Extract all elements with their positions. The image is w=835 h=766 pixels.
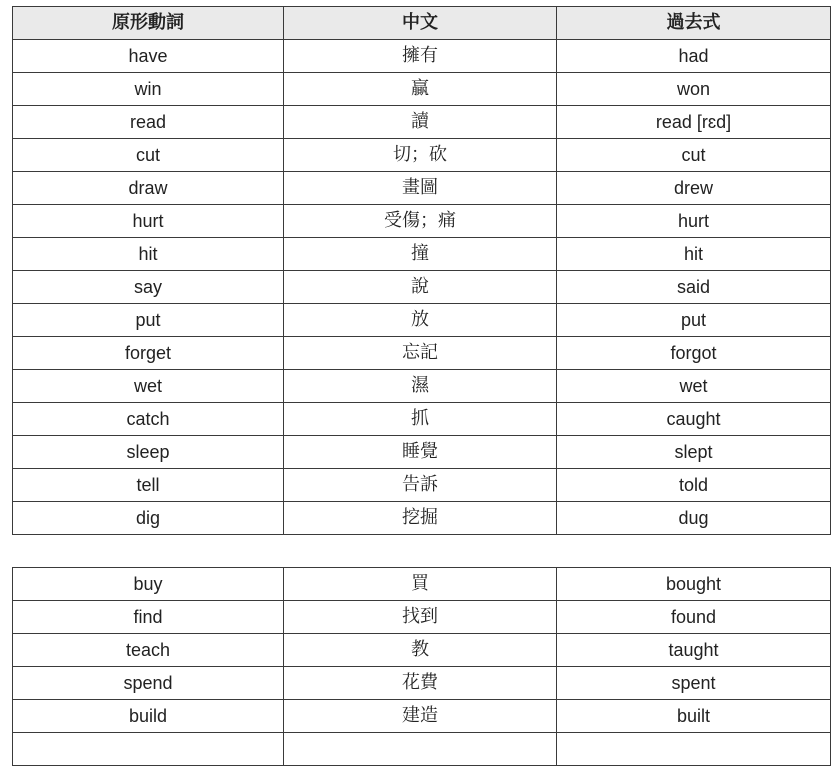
table-row (13, 634, 831, 667)
chinese-cell: 讀 (284, 106, 557, 139)
chinese-cell: 受傷；痛 (284, 205, 557, 238)
base-verb-cell: build (13, 700, 284, 733)
base-verb-cell: read (13, 106, 284, 139)
table-row (13, 403, 831, 436)
chinese-cell: 睡覺 (284, 436, 557, 469)
base-verb-cell: tell (13, 469, 284, 502)
table-row (13, 40, 831, 73)
chinese-cell: 建造 (284, 700, 557, 733)
header-row (13, 7, 831, 40)
past-tense-cell: won (557, 73, 831, 106)
past-tense-cell: said (557, 271, 831, 304)
chinese-cell: 告訴 (284, 469, 557, 502)
base-verb-cell: dig (13, 502, 284, 535)
past-tense-cell: dug (557, 502, 831, 535)
past-tense-cell: wet (557, 370, 831, 403)
verb-table-continued (12, 567, 831, 766)
past-tense-cell: read [rɛd] (557, 106, 831, 139)
header-past-tense: 過去式 (557, 7, 831, 40)
table-row (13, 73, 831, 106)
chinese-cell: 買 (284, 568, 557, 601)
chinese-cell: 忘記 (284, 337, 557, 370)
table-row (13, 667, 831, 700)
base-verb-cell: win (13, 73, 284, 106)
table-row (13, 370, 831, 403)
base-verb-cell: forget (13, 337, 284, 370)
chinese-cell: 撞 (284, 238, 557, 271)
header-base-verb: 原形動詞 (13, 7, 284, 40)
table-row (13, 139, 831, 172)
table-row (13, 304, 831, 337)
base-verb-cell: wet (13, 370, 284, 403)
past-tense-cell: spent (557, 667, 831, 700)
chinese-cell: 教 (284, 634, 557, 667)
chinese-cell: 切；砍 (284, 139, 557, 172)
table-row (13, 172, 831, 205)
base-verb-cell: catch (13, 403, 284, 436)
table-row (13, 502, 831, 535)
table-row (13, 469, 831, 502)
base-verb-cell: hurt (13, 205, 284, 238)
chinese-cell: 贏 (284, 73, 557, 106)
past-tense-cell: found (557, 601, 831, 634)
chinese-cell: 放 (284, 304, 557, 337)
past-tense-cell: taught (557, 634, 831, 667)
past-tense-cell: built (557, 700, 831, 733)
past-tense-cell: bought (557, 568, 831, 601)
base-verb-cell: cut (13, 139, 284, 172)
base-verb-cell: find (13, 601, 284, 634)
table-row (13, 337, 831, 370)
past-tense-cell: put (557, 304, 831, 337)
base-verb-cell: have (13, 40, 284, 73)
table-row (13, 436, 831, 469)
past-tense-cell: hurt (557, 205, 831, 238)
chinese-cell (284, 733, 557, 766)
table-row (13, 700, 831, 733)
header-chinese: 中文 (284, 7, 557, 40)
base-verb-cell: hit (13, 238, 284, 271)
base-verb-cell: sleep (13, 436, 284, 469)
chinese-cell: 抓 (284, 403, 557, 436)
base-verb-cell: buy (13, 568, 284, 601)
chinese-cell: 畫圖 (284, 172, 557, 205)
table-row (13, 205, 831, 238)
table-row (13, 733, 831, 766)
table-row (13, 238, 831, 271)
base-verb-cell: say (13, 271, 284, 304)
table-row (13, 271, 831, 304)
past-tense-cell: forgot (557, 337, 831, 370)
past-tense-cell: cut (557, 139, 831, 172)
chinese-cell: 挖掘 (284, 502, 557, 535)
base-verb-cell: spend (13, 667, 284, 700)
table-row (13, 568, 831, 601)
past-tense-cell: drew (557, 172, 831, 205)
base-verb-cell: put (13, 304, 284, 337)
chinese-cell: 擁有 (284, 40, 557, 73)
base-verb-cell: draw (13, 172, 284, 205)
table-row (13, 106, 831, 139)
base-verb-cell (13, 733, 284, 766)
chinese-cell: 濕 (284, 370, 557, 403)
base-verb-cell: teach (13, 634, 284, 667)
past-tense-cell: caught (557, 403, 831, 436)
chinese-cell: 找到 (284, 601, 557, 634)
chinese-cell: 花費 (284, 667, 557, 700)
past-tense-cell (557, 733, 831, 766)
past-tense-cell: told (557, 469, 831, 502)
chinese-cell: 說 (284, 271, 557, 304)
past-tense-cell: hit (557, 238, 831, 271)
past-tense-cell: had (557, 40, 831, 73)
table-row (13, 601, 831, 634)
past-tense-cell: slept (557, 436, 831, 469)
verb-table-main (12, 6, 831, 535)
